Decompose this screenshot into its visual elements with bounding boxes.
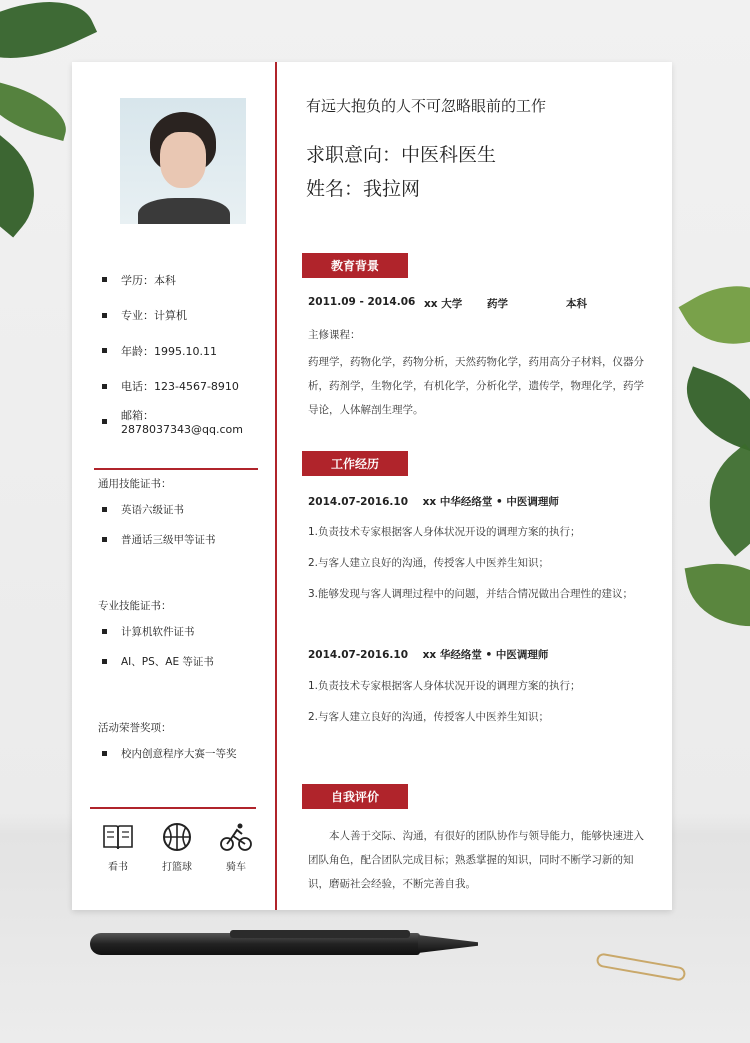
- plant-leaf: [685, 553, 750, 638]
- list-item: 英语六级证书: [98, 494, 268, 525]
- divider-rule: [94, 468, 258, 470]
- info-email: [102, 404, 272, 440]
- info-label: 电话：123-4567-8910: [121, 380, 239, 394]
- info-label: 专业：计算机: [121, 309, 187, 323]
- general-certs: [98, 476, 268, 555]
- section-tag-education: 教育背景: [302, 253, 408, 278]
- book-icon: [102, 822, 134, 852]
- plant-leaf: [672, 366, 750, 453]
- job-heading: 2014.07-2016.10 xx 华经络堂 • 中医调理师: [308, 649, 549, 661]
- info-age: [102, 333, 272, 369]
- plant-leaf: [679, 262, 750, 368]
- hobby-label: 骑车: [226, 862, 246, 873]
- info-major: [102, 298, 272, 334]
- education-school: xx 大学: [424, 298, 463, 310]
- divider-rule: [90, 807, 256, 809]
- awards: [98, 720, 268, 769]
- courses-text: 药理学，药物化学，药物分析，天然药物化学，药用高分子材料，仪器分析，药剂学，生物化学，有机化学，分析化学，遗传学，物理化学，药学导论，人体解剖生理学。: [308, 356, 644, 416]
- profile-photo: [120, 98, 246, 224]
- plant-leaf: [0, 132, 58, 237]
- pen-tip: [418, 935, 478, 953]
- pen-clip: [230, 930, 410, 938]
- resume-paper: [72, 62, 672, 910]
- slogan: 有远大抱负的人不可忽略眼前的工作: [306, 97, 547, 115]
- education-major: 药学: [487, 298, 508, 310]
- job-duty: 2.与客人建立良好的沟通，传授客人中医养生知识；: [308, 711, 550, 723]
- hobby-basketball: [151, 822, 203, 873]
- job-duty: 1.负责技术专家根据客人身体状况开设的调理方案的执行；: [308, 680, 581, 692]
- education-period: 2011.09 - 2014.06: [308, 296, 416, 308]
- list-item: 校内创意程序大赛一等奖: [98, 738, 268, 769]
- education-degree: 本科: [566, 298, 587, 310]
- section-title: 活动荣誉奖项：: [98, 722, 172, 734]
- hobby-cycling: [210, 822, 262, 873]
- info-label: 年龄：1995.10.11: [121, 344, 217, 358]
- personal-info: [102, 262, 272, 440]
- candidate-name: 姓名：我拉网: [306, 178, 421, 200]
- self-eval-text: 本人善于交际、沟通，有很好的团队协作与领导能力，能够快速进入团队角色，配合团队完成目标；熟悉掌握的知识，同时不断学习新的知识，磨砺社会经验，不断完善自我。: [308, 830, 644, 890]
- plant-leaf: [684, 444, 750, 557]
- info-label: 学历：本科: [121, 273, 176, 287]
- info-education: [102, 262, 272, 298]
- job-heading: 2014.07-2016.10 xx 中华经络堂 • 中医调理师: [308, 496, 559, 508]
- hobbies: [92, 822, 262, 873]
- hobby-label: 看书: [108, 862, 128, 873]
- info-label: 邮箱：2878037343@qq.com: [121, 409, 243, 437]
- list-item: 普通话三级甲等证书: [98, 525, 268, 556]
- divider-vertical: [275, 62, 277, 910]
- hobby-reading: [92, 822, 144, 873]
- job-intent: 求职意向：中医科医生: [306, 144, 497, 166]
- section-title: 专业技能证书：: [98, 600, 172, 612]
- section-title: 通用技能证书：: [98, 478, 172, 490]
- list-item: AI、PS、AE 等证书: [98, 647, 268, 678]
- courses-label: 主修课程：: [308, 329, 361, 341]
- hobby-label: 打篮球: [162, 862, 192, 873]
- cycling-icon: [220, 822, 252, 852]
- plant-leaf: [0, 79, 74, 141]
- job-duty: 2.与客人建立良好的沟通，传授客人中医养生知识；: [308, 557, 550, 569]
- job-duty: 3.能够发现与客人调理过程中的问题，并结合情况做出合理性的建议；: [308, 588, 634, 600]
- section-tag-work: 工作经历: [302, 451, 408, 476]
- list-item: 计算机软件证书: [98, 616, 268, 647]
- section-tag-self-eval: 自我评价: [302, 784, 408, 809]
- pro-certs: [98, 598, 268, 677]
- paper-clip: [595, 952, 686, 981]
- basketball-icon: [161, 822, 193, 852]
- info-phone: [102, 369, 272, 405]
- job-duty: 1.负责技术专家根据客人身体状况开设的调理方案的执行；: [308, 526, 581, 538]
